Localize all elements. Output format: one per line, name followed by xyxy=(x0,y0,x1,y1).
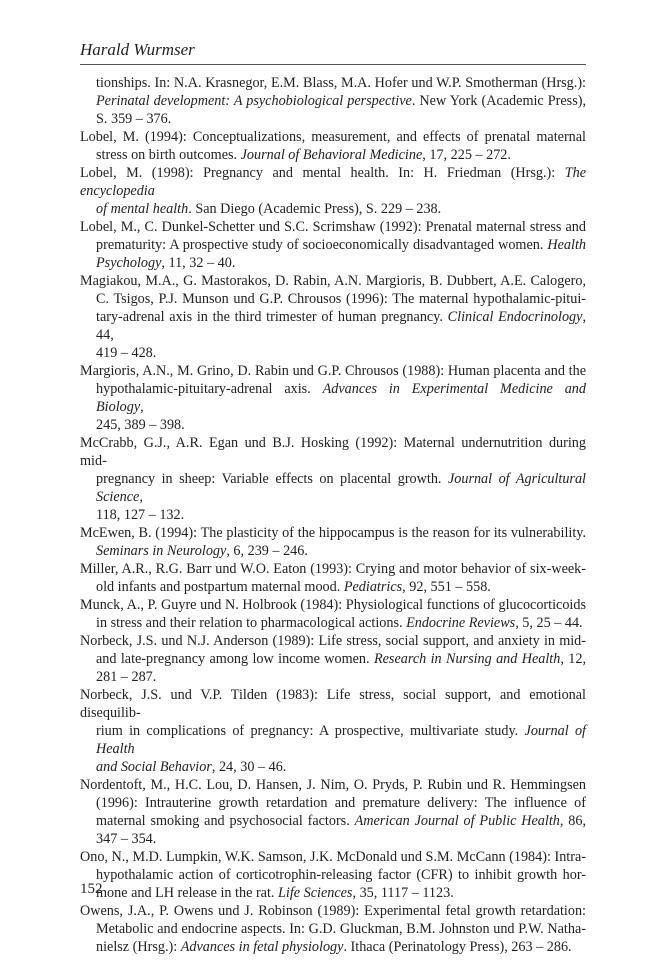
reference-entry xyxy=(80,434,586,524)
reference-text: 347 – 354. xyxy=(96,831,157,847)
reference-text: Munck, A., P. Guyre und N. Holbrook (1984): Physiological functions of glucocorticoids xyxy=(80,597,586,613)
reference-line xyxy=(80,362,586,380)
publication-title: Journal of Health xyxy=(96,723,587,757)
reference-text: , 24, 30 – 46. xyxy=(211,759,287,775)
reference-line xyxy=(80,506,586,524)
reference-entry xyxy=(80,596,586,632)
reference-line xyxy=(80,848,586,866)
reference-line xyxy=(80,236,586,254)
reference-entry xyxy=(80,560,586,596)
reference-text: in stress and their relation to pharmacological actions. xyxy=(96,615,407,631)
reference-entry xyxy=(80,902,586,956)
reference-text: 281 – 287. xyxy=(96,669,157,685)
reference-line xyxy=(80,920,586,938)
reference-text: 419 – 428. xyxy=(96,345,157,361)
reference-line xyxy=(80,614,586,632)
reference-line xyxy=(80,650,586,668)
reference-line xyxy=(80,254,586,272)
reference-text: , 44, xyxy=(96,309,586,343)
reference-entry xyxy=(80,632,586,686)
reference-line xyxy=(80,830,586,848)
reference-entry xyxy=(80,776,586,848)
reference-text: rium in complications of pregnancy: A prospective, multivariate study. xyxy=(96,723,525,739)
reference-text: Lobel, M., C. Dunkel-Schetter und S.C. Scrimshaw (1992): Prenatal maternal stress and xyxy=(80,219,586,235)
reference-line xyxy=(80,218,586,236)
reference-text: (1996): Intrauterine growth retardation and premature delivery: The influence of xyxy=(96,795,586,811)
reference-entry xyxy=(80,686,586,776)
reference-entry xyxy=(80,524,586,560)
reference-text: Margioris, A.N., M. Grino, D. Rabin und G.P. Chrousos (1988): Human placenta and the xyxy=(80,363,586,379)
reference-line xyxy=(80,470,586,506)
reference-text: Lobel, M. (1994): Conceptualizations, measurement, and effects of prenatal maternal xyxy=(80,129,586,145)
publication-title: Seminars in Neurology xyxy=(96,543,227,559)
header-rule xyxy=(80,64,586,65)
reference-text: , 12, xyxy=(560,651,587,667)
reference-text: Magiakou, M.A., G. Mastorakos, D. Rabin, A.N. Margioris, B. Dubbert, A.E. Calogero, xyxy=(80,273,586,289)
reference-text: 245, 389 – 398. xyxy=(96,417,185,433)
reference-text: tionships. In: N.A. Krasnegor, E.M. Blass, M.A. Hofer und W.P. Smotherman (Hrsg.): xyxy=(96,75,586,91)
reference-line xyxy=(80,632,586,650)
reference-text: , 5, 25 – 44. xyxy=(515,615,583,631)
reference-line xyxy=(80,416,586,434)
publication-title: Perinatal development: A psychobiological perspective xyxy=(96,93,412,109)
reference-line xyxy=(80,524,586,542)
publication-title: Advances in fetal physiology xyxy=(180,939,344,955)
reference-line xyxy=(80,542,586,560)
publication-title: Health xyxy=(547,237,586,253)
reference-text: Norbeck, J.S. und N.J. Anderson (1989): Life stress, social support, and anxiety in mid- xyxy=(80,633,586,649)
reference-line xyxy=(80,578,586,596)
reference-text: Lobel, M. (1998): Pregnancy and mental health. In: H. Friedman (Hrsg.): xyxy=(80,165,565,181)
publication-title: Pediatrics xyxy=(343,579,403,595)
reference-text: hypothalamic-pituitary-adrenal axis. xyxy=(96,381,323,397)
reference-text: Norbeck, J.S. und V.P. Tilden (1983): Life stress, social support, and emotional disequilib- xyxy=(80,687,586,721)
reference-text: . Ithaca (Perinatology Press), 263 – 286. xyxy=(343,939,572,955)
reference-text: McEwen, B. (1994): The plasticity of the hippocampus is the reason for its vulnerability. xyxy=(80,525,586,541)
reference-line xyxy=(80,128,586,146)
reference-text: pregnancy in sheep: Variable effects on placental growth. xyxy=(96,471,448,487)
reference-text: , xyxy=(140,399,144,415)
reference-entry xyxy=(80,272,586,362)
reference-entry-continued xyxy=(80,74,586,128)
reference-text: . San Diego (Academic Press), S. 229 – 238. xyxy=(188,201,442,217)
reference-text: , 11, 32 – 40. xyxy=(161,255,236,271)
reference-text: . New York (Academic Press), xyxy=(411,93,586,109)
reference-list xyxy=(80,74,586,956)
reference-line xyxy=(80,776,586,794)
publication-title: Endocrine Reviews xyxy=(406,615,516,631)
reference-text: , 6, 239 – 246. xyxy=(226,543,308,559)
reference-text: maternal smoking and psychosocial factors. xyxy=(96,813,355,829)
reference-text: , 86, xyxy=(559,813,587,829)
reference-line xyxy=(80,110,586,128)
publication-title: The encyclopedia xyxy=(80,165,586,199)
reference-text: S. 359 – 376. xyxy=(96,111,172,127)
reference-text: nielsz (Hrsg.): xyxy=(96,939,181,955)
reference-entry xyxy=(80,848,586,902)
reference-text: Owens, J.A., P. Owens und J. Robinson (1989): Experimental fetal growth retardation: xyxy=(80,903,586,919)
reference-line xyxy=(80,902,586,920)
reference-line xyxy=(80,146,586,164)
reference-line xyxy=(80,308,586,344)
reference-line xyxy=(80,434,586,470)
reference-line xyxy=(80,668,586,686)
reference-entry xyxy=(80,128,586,164)
reference-line xyxy=(80,560,586,578)
reference-entry xyxy=(80,164,586,218)
reference-line xyxy=(80,884,586,902)
reference-line xyxy=(80,164,586,200)
reference-line xyxy=(80,938,586,956)
publication-title: Life Sciences xyxy=(278,885,353,901)
reference-text: mone and LH release in the rat. xyxy=(96,885,278,901)
publication-title: Clinical Endocrinology xyxy=(447,309,583,325)
running-header: Harald Wurmser xyxy=(80,40,195,59)
reference-text: Nordentoft, M., H.C. Lou, D. Hansen, J. Nim, O. Pryds, P. Rubin und R. Hemmingsen xyxy=(80,777,586,793)
reference-line xyxy=(80,272,586,290)
reference-line xyxy=(80,74,586,92)
publication-title: Advances in Experimental Medicine and Biology xyxy=(96,381,586,415)
reference-text: , 35, 1117 – 1123. xyxy=(352,885,454,901)
reference-line xyxy=(80,794,586,812)
page-number: 152 xyxy=(80,881,103,897)
publication-title: Research in Nursing and Health xyxy=(373,651,561,667)
reference-text: 118, 127 – 132. xyxy=(96,507,185,523)
reference-line xyxy=(80,758,586,776)
reference-text: hypothalamic action of corticotrophin-releasing factor (CFR) to inhibit growth hor- xyxy=(96,867,586,883)
reference-line xyxy=(80,722,586,758)
reference-line xyxy=(80,812,586,830)
publication-title: Journal of Behavioral Medicine xyxy=(240,147,423,163)
reference-line xyxy=(80,866,586,884)
reference-text: McCrabb, G.J., A.R. Egan und B.J. Hosking (1992): Maternal undernutrition during mid- xyxy=(80,435,586,469)
publication-title: Journal of Agricultural Science xyxy=(96,471,586,505)
reference-entry xyxy=(80,362,586,434)
reference-text: stress on birth outcomes. xyxy=(96,147,241,163)
reference-line xyxy=(80,344,586,362)
publication-title: American Journal of Public Health xyxy=(354,813,560,829)
reference-text: , 92, 551 – 558. xyxy=(402,579,491,595)
reference-line xyxy=(80,596,586,614)
reference-text: , xyxy=(139,489,143,505)
publication-title: of mental health xyxy=(96,201,189,217)
reference-line xyxy=(80,290,586,308)
reference-text: prematurity: A prospective study of socioeconomically disadvantaged women. xyxy=(96,237,548,253)
reference-text: , 17, 225 – 272. xyxy=(422,147,511,163)
reference-text: Ono, N., M.D. Lumpkin, W.K. Samson, J.K. McDonald und S.M. McCann (1984): Intra- xyxy=(80,849,586,865)
reference-line xyxy=(80,200,586,218)
reference-text: tary-adrenal axis in the third trimester of human pregnancy. xyxy=(96,309,448,325)
reference-entry xyxy=(80,218,586,272)
reference-line xyxy=(80,686,586,722)
reference-line xyxy=(80,380,586,416)
reference-text: and late-pregnancy among low income women. xyxy=(96,651,374,667)
publication-title: and Social Behavior xyxy=(96,759,212,775)
publication-title: Psychology xyxy=(96,255,162,271)
reference-text: Metabolic and endocrine aspects. In: G.D. Gluckman, B.M. Johnston und P.W. Natha- xyxy=(96,921,586,937)
reference-text: Miller, A.R., R.G. Barr und W.O. Eaton (1993): Crying and motor behavior of six-week- xyxy=(80,561,586,577)
reference-text: C. Tsigos, P.J. Munson und G.P. Chrousos (1996): The maternal hypothalamic-pitui- xyxy=(96,291,586,307)
reference-line xyxy=(80,92,586,110)
reference-text: old infants and postpartum maternal mood. xyxy=(96,579,344,595)
